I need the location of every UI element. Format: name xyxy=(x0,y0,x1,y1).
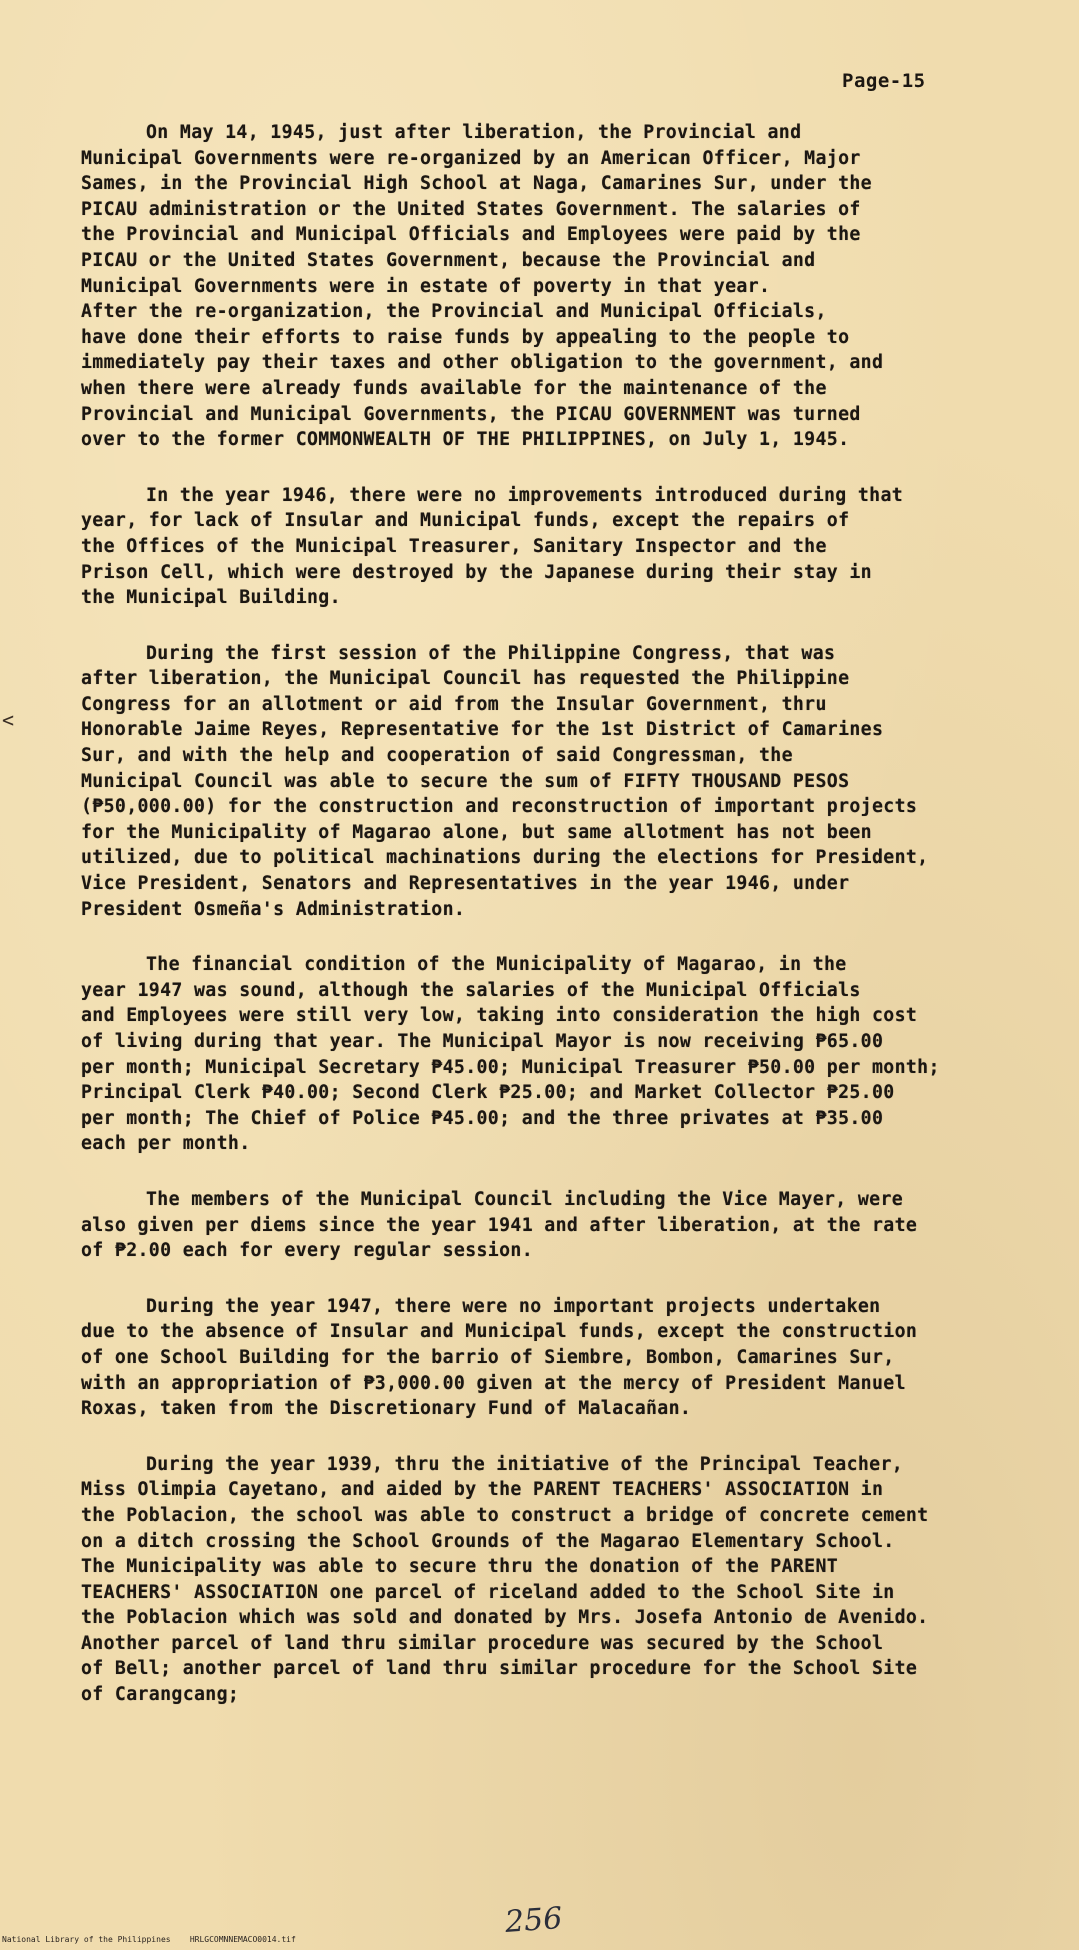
text-line: the Provincial and Municipal Officials and Employees were paid by the xyxy=(81,224,861,246)
text-line: on a ditch crossing the School Grounds of the Magarao Elementary School. xyxy=(81,1530,895,1552)
text-line: each per month. xyxy=(81,1133,251,1155)
text-line: Sur, and with the help and cooperation of said Congressman, the xyxy=(81,745,793,767)
text-line: utilized, due to political machinations during the elections for President, xyxy=(81,847,929,869)
text-line: for the Municipality of Magarao alone, but same allotment has not been xyxy=(81,821,872,843)
text-line: Sames, in the Provincial High School at Naga, Camarines Sur, under the xyxy=(81,173,872,195)
text-line: of Carangcang; xyxy=(81,1684,240,1706)
text-line: Vice President, Senators and Representatives in the year 1946, under xyxy=(81,873,850,895)
document-body xyxy=(81,120,1021,1738)
text-line: also given per diems since the year 1941 and after liberation, at the rate xyxy=(81,1214,918,1236)
paragraph-5 xyxy=(81,1187,1021,1264)
text-line: the Poblacion, the school was able to construct a bridge of concrete cement xyxy=(81,1504,929,1526)
text-line: On May 14, 1945, just after liberation, the Provincial and xyxy=(146,122,802,143)
paragraph-3 xyxy=(81,641,1021,923)
page-number: Page-15 xyxy=(842,70,926,92)
text-line: Miss Olimpia Cayetano, and aided by the PARENT TEACHERS' ASSOCIATION in xyxy=(81,1479,884,1501)
text-line: of ₱2.00 each for every regular session. xyxy=(81,1240,533,1262)
text-line: after liberation, the Municipal Council has requested the Philippine xyxy=(81,668,850,690)
text-line: Roxas, taken from the Discretionary Fund of Malacañan. xyxy=(81,1398,692,1420)
text-line: (₱50,000.00) for the construction and reconstruction of important projects xyxy=(81,796,918,818)
margin-mark: < xyxy=(2,708,15,732)
text-line: Municipal Governments were in estate of poverty in that year. xyxy=(81,275,771,297)
paragraph-1 xyxy=(81,120,1021,453)
text-line: when there were already funds available for the maintenance of the xyxy=(81,377,827,399)
text-line: of living during that year. The Municipal Mayor is now receiving ₱65.00 xyxy=(81,1031,884,1052)
text-line: year 1947 was sound, although the salaries of the Municipal Officials xyxy=(81,979,861,1001)
text-line: have done their efforts to raise funds by appealing to the people to xyxy=(81,326,850,348)
archive-footer: National Library of the Philippines HRLGCOMNNEMACO0014.tif xyxy=(2,1935,296,1944)
text-line: PICAU administration or the United States Government. The salaries of xyxy=(81,198,861,220)
text-line: Principal Clerk ₱40.00; Second Clerk ₱25.00; and Market Collector ₱25.00 xyxy=(81,1082,895,1104)
text-line: During the first session of the Philippine Congress, that was xyxy=(146,642,836,664)
paragraph-6 xyxy=(81,1294,1021,1422)
text-line: and Employees were still very low, taking into consideration the high cost xyxy=(81,1005,918,1027)
text-line: The members of the Municipal Council including the Vice Mayer, were xyxy=(146,1188,904,1210)
text-line: Another parcel of land thru similar procedure was secured by the School xyxy=(81,1632,884,1654)
text-line: of one School Building for the barrio of Siembre, Bombon, Camarines Sur, xyxy=(81,1346,895,1368)
text-line: Honorable Jaime Reyes, Representative for the 1st District of Camarines xyxy=(81,719,884,741)
text-line: per month; Municipal Secretary ₱45.00; Municipal Treasurer ₱50.00 per month; xyxy=(81,1056,940,1078)
text-line: After the re-organization, the Provincial and Municipal Officials, xyxy=(81,301,827,323)
text-line: Provincial and Municipal Governments, the PICAU GOVERNMENT was turned xyxy=(81,403,861,425)
text-line: per month; The Chief of Police ₱45.00; and the three privates at ₱35.00 xyxy=(81,1107,884,1129)
text-line: In the year 1946, there were no improvements introduced during that xyxy=(146,484,904,506)
text-line: of Bell; another parcel of land thru similar procedure for the School Site xyxy=(81,1658,918,1680)
text-line: Municipal Council was able to secure the sum of FIFTY THOUSAND PESOS xyxy=(81,770,850,792)
text-line: over to the former COMMONWEALTH OF THE PHILIPPINES, on July 1, 1945. xyxy=(81,429,850,451)
text-line: due to the absence of Insular and Municipal funds, except the construction xyxy=(81,1321,918,1343)
text-line: The Municipality was able to secure thru the donation of the PARENT xyxy=(81,1556,839,1578)
paragraph-7 xyxy=(81,1452,1021,1708)
text-line: Congress for an allotment or aid from the Insular Government, thru xyxy=(81,693,827,715)
text-line: with an appropriation of ₱3,000.00 given at the mercy of President Manuel xyxy=(81,1372,906,1394)
paragraph-4 xyxy=(81,952,1021,1157)
text-line: The financial condition of the Municipality of Magarao, in the xyxy=(146,954,847,976)
text-line: Prison Cell, which were destroyed by the Japanese during their stay in xyxy=(81,561,872,583)
text-line: TEACHERS' ASSOCIATION one parcel of riceland added to the School Site in xyxy=(81,1581,895,1603)
text-line: President Osmeña's Administration. xyxy=(81,898,466,920)
text-line: During the year 1947, there were no important projects undertaken xyxy=(146,1295,881,1317)
text-line: the Municipal Building. xyxy=(81,587,341,609)
text-line: the Offices of the Municipal Treasurer, Sanitary Inspector and the xyxy=(81,535,827,557)
text-line: year, for lack of Insular and Municipal funds, except the repairs of xyxy=(81,510,850,532)
handwritten-page-number: 256 xyxy=(503,1901,564,1940)
text-line: immediately pay their taxes and other obligation to the government, and xyxy=(81,352,884,374)
paragraph-2 xyxy=(81,483,1021,611)
text-line: Municipal Governments were re-organized by an American Officer, Major xyxy=(81,147,861,169)
text-line: PICAU or the United States Government, because the Provincial and xyxy=(81,249,816,271)
text-line: the Poblacion which was sold and donated by Mrs. Josefa Antonio de Avenido. xyxy=(81,1607,929,1629)
text-line: During the year 1939, thru the initiative of the Principal Teacher, xyxy=(146,1453,904,1475)
